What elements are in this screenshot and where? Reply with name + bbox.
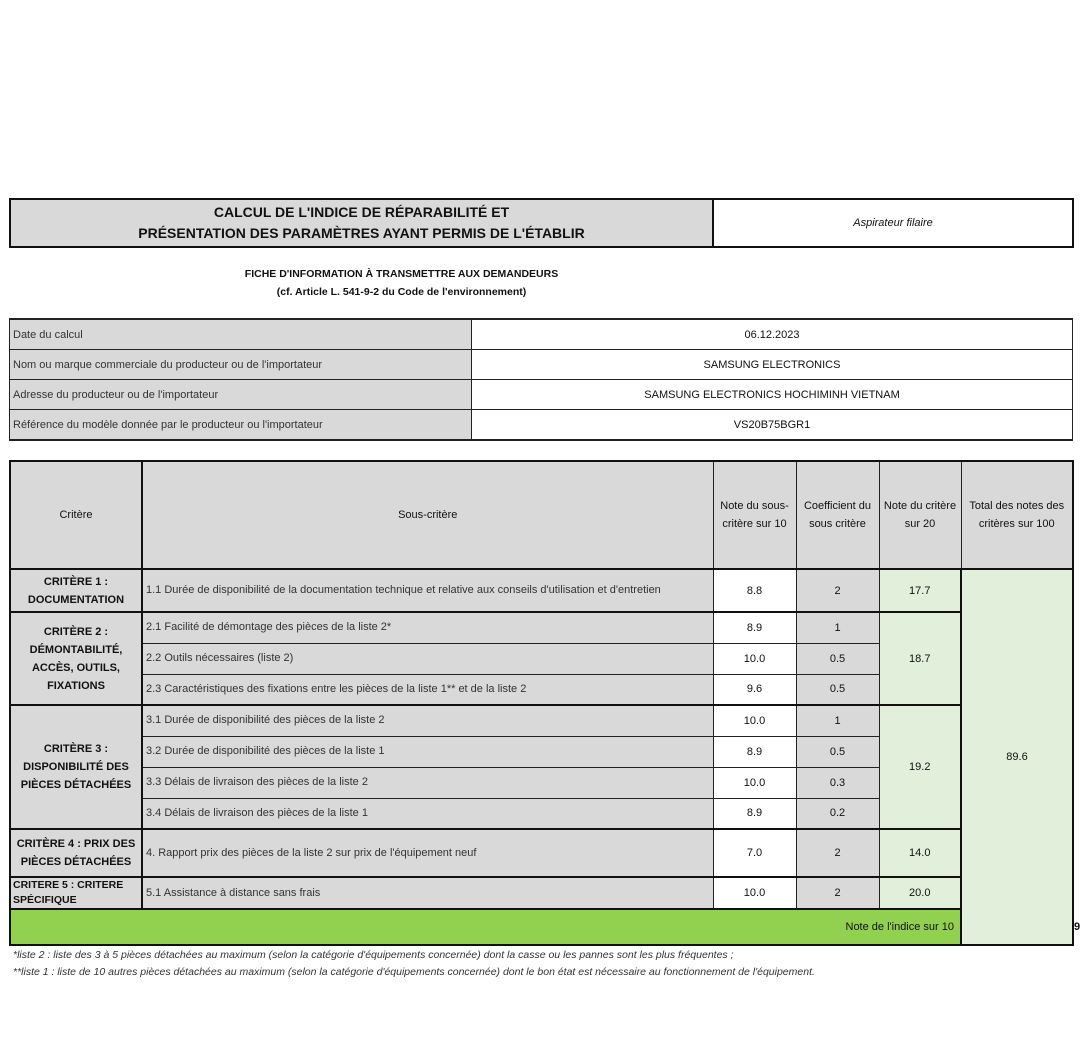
footnotes — [13, 947, 1073, 981]
col-header-coef: Coefficient du sous critère — [796, 461, 879, 569]
criterion-name: CRITERE 5 : CRITERE SPÉCIFIQUE — [10, 877, 142, 909]
info-row-reference — [10, 410, 1073, 441]
final-score-row: Note de l'indice sur 10 9 — [10, 909, 1073, 945]
subcriterion-label: 4. Rapport prix des pièces de la liste 2 sur prix de l'équipement neuf — [142, 829, 713, 877]
criterion-score: 18.7 — [879, 612, 961, 705]
subtitle-line-2: (cf. Article L. 541-9-2 du Code de l'environnement) — [276, 286, 527, 298]
info-label: Référence du modèle donnée par le producteur ou l'importateur — [10, 410, 472, 441]
subcriterion-label: 3.1 Durée de disponibilité des pièces de la liste 2 — [142, 705, 713, 736]
info-value: 06.12.2023 — [472, 319, 1073, 350]
info-value: VS20B75BGR1 — [472, 410, 1073, 441]
subcriterion-coefficient: 0.2 — [796, 798, 879, 829]
subcriterion-label: 3.3 Délais de livraison des pièces de la liste 2 — [142, 767, 713, 798]
subcriterion-label: 2.3 Caractéristiques des fixations entre les pièces de la liste 1** et de la liste 2 — [142, 674, 713, 705]
subcriterion-score: 8.9 — [713, 612, 796, 643]
info-label: Nom ou marque commerciale du producteur ou de l'importateur — [10, 350, 472, 380]
criteria-table — [9, 460, 1080, 946]
subcriterion-label: 5.1 Assistance à distance sans frais — [142, 877, 713, 909]
title-line-2: PRÉSENTATION DES PARAMÈTRES AYANT PERMIS DE L'ÉTABLIR — [138, 225, 585, 241]
subcriterion-score: 8.8 — [713, 569, 796, 612]
subcriterion-coefficient: 0.5 — [796, 674, 879, 705]
subcriterion-label: 1.1 Durée de disponibilité de la documentation technique et relative aux conseils d'utilisation et d'entretien — [142, 569, 713, 612]
subcriterion-score: 7.0 — [713, 829, 796, 877]
subcriterion-score: 10.0 — [713, 877, 796, 909]
table-row — [10, 705, 1073, 736]
table-header-row — [10, 461, 1073, 569]
product-category: Aspirateur filaire — [713, 199, 1073, 247]
subcriterion-coefficient: 1 — [796, 612, 879, 643]
criterion-score: 17.7 — [879, 569, 961, 612]
info-value: SAMSUNG ELECTRONICS — [472, 350, 1073, 380]
criterion-score: 20.0 — [879, 877, 961, 909]
subcriterion-coefficient: 2 — [796, 829, 879, 877]
final-score-label: Note de l'indice sur 10 — [10, 909, 961, 945]
criterion-name: CRITÈRE 2 : DÉMONTABILITÉ, ACCÈS, OUTILS, FIXATIONS — [10, 612, 142, 705]
info-row-address — [10, 380, 1073, 410]
col-header-note-sous: Note du sous-critère sur 10 — [713, 461, 796, 569]
subcriterion-coefficient: 2 — [796, 877, 879, 909]
title-line-1: CALCUL DE L'INDICE DE RÉPARABILITÉ ET — [213, 204, 510, 220]
criterion-name: CRITÈRE 4 : PRIX DES PIÈCES DÉTACHÉES — [10, 829, 142, 877]
table-row — [10, 829, 1073, 877]
info-table — [9, 318, 1073, 441]
subcriterion-score: 8.9 — [713, 736, 796, 767]
table-row — [10, 612, 1073, 643]
col-header-sous-critere: Sous-critère — [142, 461, 713, 569]
col-header-total: Total des notes des critères sur 100 — [961, 461, 1073, 569]
subcriterion-coefficient: 0.3 — [796, 767, 879, 798]
form-subtitle — [9, 265, 794, 301]
subcriterion-coefficient: 0.5 — [796, 736, 879, 767]
criterion-name: CRITÈRE 3 : DISPONIBILITÉ DES PIÈCES DÉTACHÉES — [10, 705, 142, 829]
subcriterion-score: 10.0 — [713, 705, 796, 736]
subcriterion-score: 10.0 — [713, 643, 796, 674]
subcriterion-label: 2.1 Facilité de démontage des pièces de la liste 2* — [142, 612, 713, 643]
table-row — [10, 877, 1073, 909]
col-header-note-critere: Note du critère sur 20 — [879, 461, 961, 569]
subcriterion-score: 10.0 — [713, 767, 796, 798]
info-row-date — [10, 319, 1073, 350]
criterion-score: 19.2 — [879, 705, 961, 829]
subcriterion-label: 2.2 Outils nécessaires (liste 2) — [142, 643, 713, 674]
header-table — [9, 198, 1074, 248]
subtitle-line-1: FICHE D'INFORMATION À TRANSMETTRE AUX DEMANDEURS — [244, 268, 559, 280]
criterion-score: 14.0 — [879, 829, 961, 877]
col-header-critere: Critère — [10, 461, 142, 569]
info-label: Adresse du producteur ou de l'importateur — [10, 380, 472, 410]
info-row-brand — [10, 350, 1073, 380]
total-score: 89.6 — [961, 569, 1073, 945]
subcriterion-score: 9.6 — [713, 674, 796, 705]
criterion-name: CRITÈRE 1 : DOCUMENTATION — [10, 569, 142, 612]
subcriterion-coefficient: 2 — [796, 569, 879, 612]
subcriterion-coefficient: 0.5 — [796, 643, 879, 674]
subcriterion-label: 3.4 Délais de livraison des pièces de la liste 1 — [142, 798, 713, 829]
subcriterion-score: 8.9 — [713, 798, 796, 829]
subcriterion-coefficient: 1 — [796, 705, 879, 736]
subcriterion-label: 3.2 Durée de disponibilité des pièces de la liste 1 — [142, 736, 713, 767]
info-label: Date du calcul — [10, 319, 472, 350]
info-value: SAMSUNG ELECTRONICS HOCHIMINH VIETNAM — [472, 380, 1073, 410]
footnote-liste-2: *liste 2 : liste des 3 à 5 pièces détachées au maximum (selon la catégorie d'équipements concernée) dont la casse ou les pannes sont les plus fréquentes ; — [13, 949, 734, 961]
page-title — [10, 199, 713, 247]
table-row — [10, 569, 1073, 612]
footnote-liste-1: **liste 1 : liste de 10 autres pièces détachées au maximum (selon la catégorie d'équipements concernée) dont le bon état est nécessaire au fonctionnement de l'équipement. — [13, 966, 815, 978]
